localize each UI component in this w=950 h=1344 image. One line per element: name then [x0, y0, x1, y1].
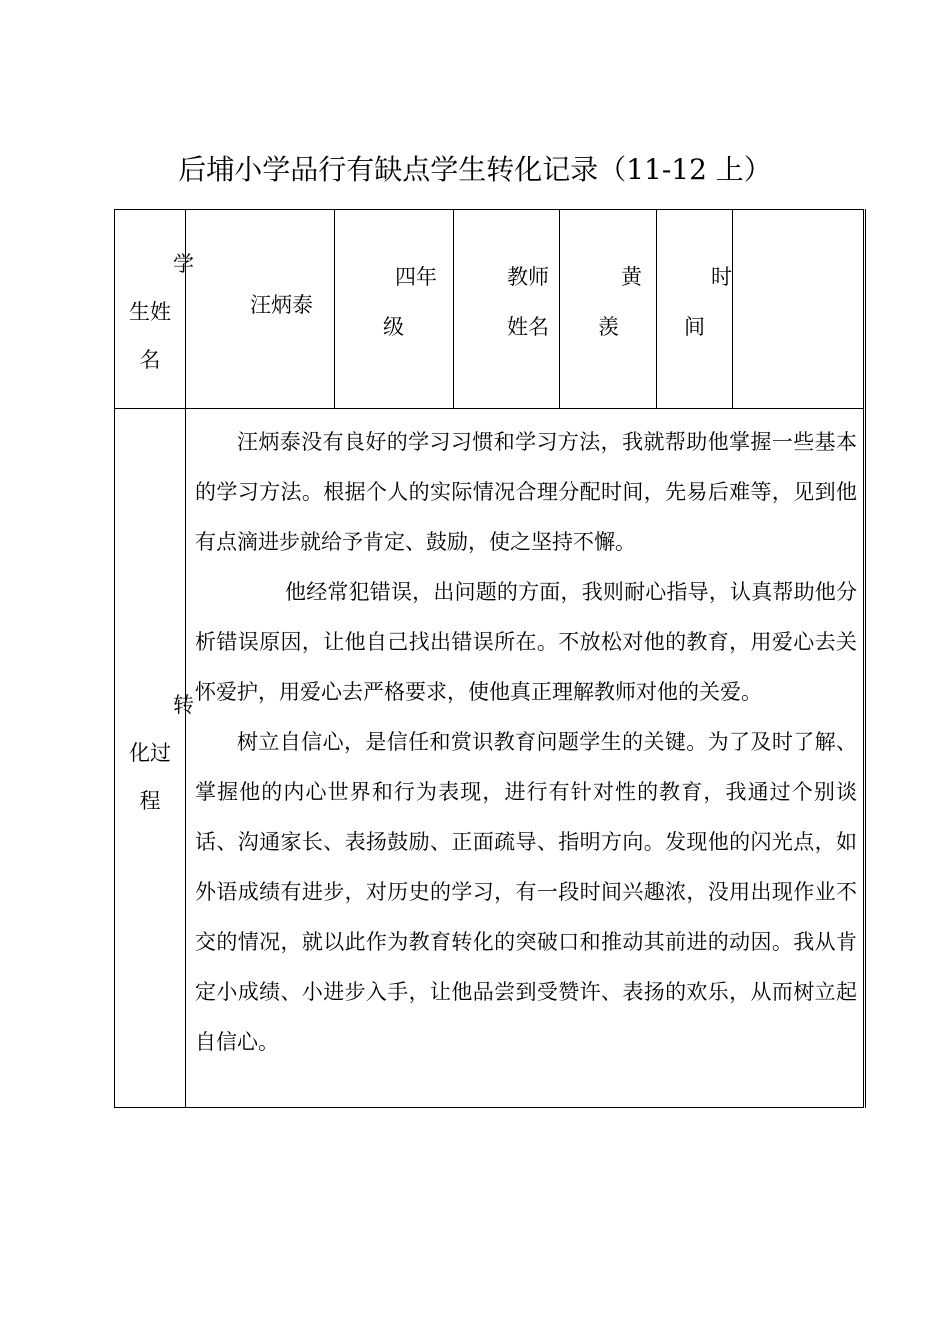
process-paragraph: 树立自信心，是信任和赏识教育问题学生的关键。为了及时了解、掌握他的内心世界和行为表现，进行有针对性的教育，我通过个别谈话、沟通家长、表扬鼓励、正面疏导、指明方向。发现他的闪光点，如外语成绩有进步，对历史的学习，有一段时间兴趣浓，没用出现作业不交的情况，就以此作为教育转化的突破口和推动其前进的动因。我从肯定小成绩、小进步入手，让他品尝到受赞许、表扬的欢乐，从而树立起自信心。: [195, 730, 857, 1054]
process-text: [186, 409, 863, 1067]
grade-line: 级: [383, 315, 404, 339]
grade-cell: [335, 210, 454, 409]
record-table: [114, 209, 866, 1108]
student-name-label: [115, 240, 194, 384]
student-name-label-cell: [115, 210, 194, 409]
process-paragraph: 他经常犯错误，出问题的方面，我则耐心指导，认真帮助他分析错误原因，让他自己找出错误所在。不放松对他的教育，用爱心去关怀爱护，用爱心去严格要求，使他真正理解教师对他的关爱。: [195, 580, 857, 704]
process-row: [115, 409, 865, 1108]
header-row: [115, 210, 865, 409]
student-name: 汪炳泰: [250, 293, 313, 317]
label-line: 名: [139, 348, 161, 372]
teacher-name-line: 羡: [598, 315, 619, 339]
teacher-label-cell: [454, 210, 560, 409]
time-label-line: 时: [711, 265, 732, 289]
process-paragraph: 汪炳泰没有良好的学习习惯和学习方法，我就帮助他掌握一些基本的学习方法。根据个人的实际情况合理分配时间，先易后难等，见到他有点滴进步就给予肯定、鼓励，使之坚持不懈。: [195, 430, 857, 554]
time-label-cell: [657, 210, 733, 409]
grade-line: 四年: [395, 265, 437, 289]
label-line: 化过: [129, 741, 171, 765]
teacher-label-line: 教师: [507, 265, 549, 289]
process-label-cell: [115, 409, 194, 1108]
teacher-name-cell: [560, 210, 657, 409]
label-line: 程: [139, 789, 161, 813]
student-name-cell: [186, 210, 335, 409]
label-line: 转: [173, 693, 194, 717]
label-line: 生姓: [129, 300, 171, 324]
time-label-line: 间: [684, 315, 705, 339]
page-title: 后埔小学品行有缺点学生转化记录（11-12 上）: [178, 153, 772, 186]
process-content-cell: [186, 409, 865, 1108]
teacher-label-line: 姓名: [507, 315, 549, 339]
label-line: 学: [173, 252, 194, 276]
process-label: [115, 681, 194, 825]
time-value-cell: [733, 210, 865, 409]
teacher-name-line: 黄: [621, 265, 642, 289]
